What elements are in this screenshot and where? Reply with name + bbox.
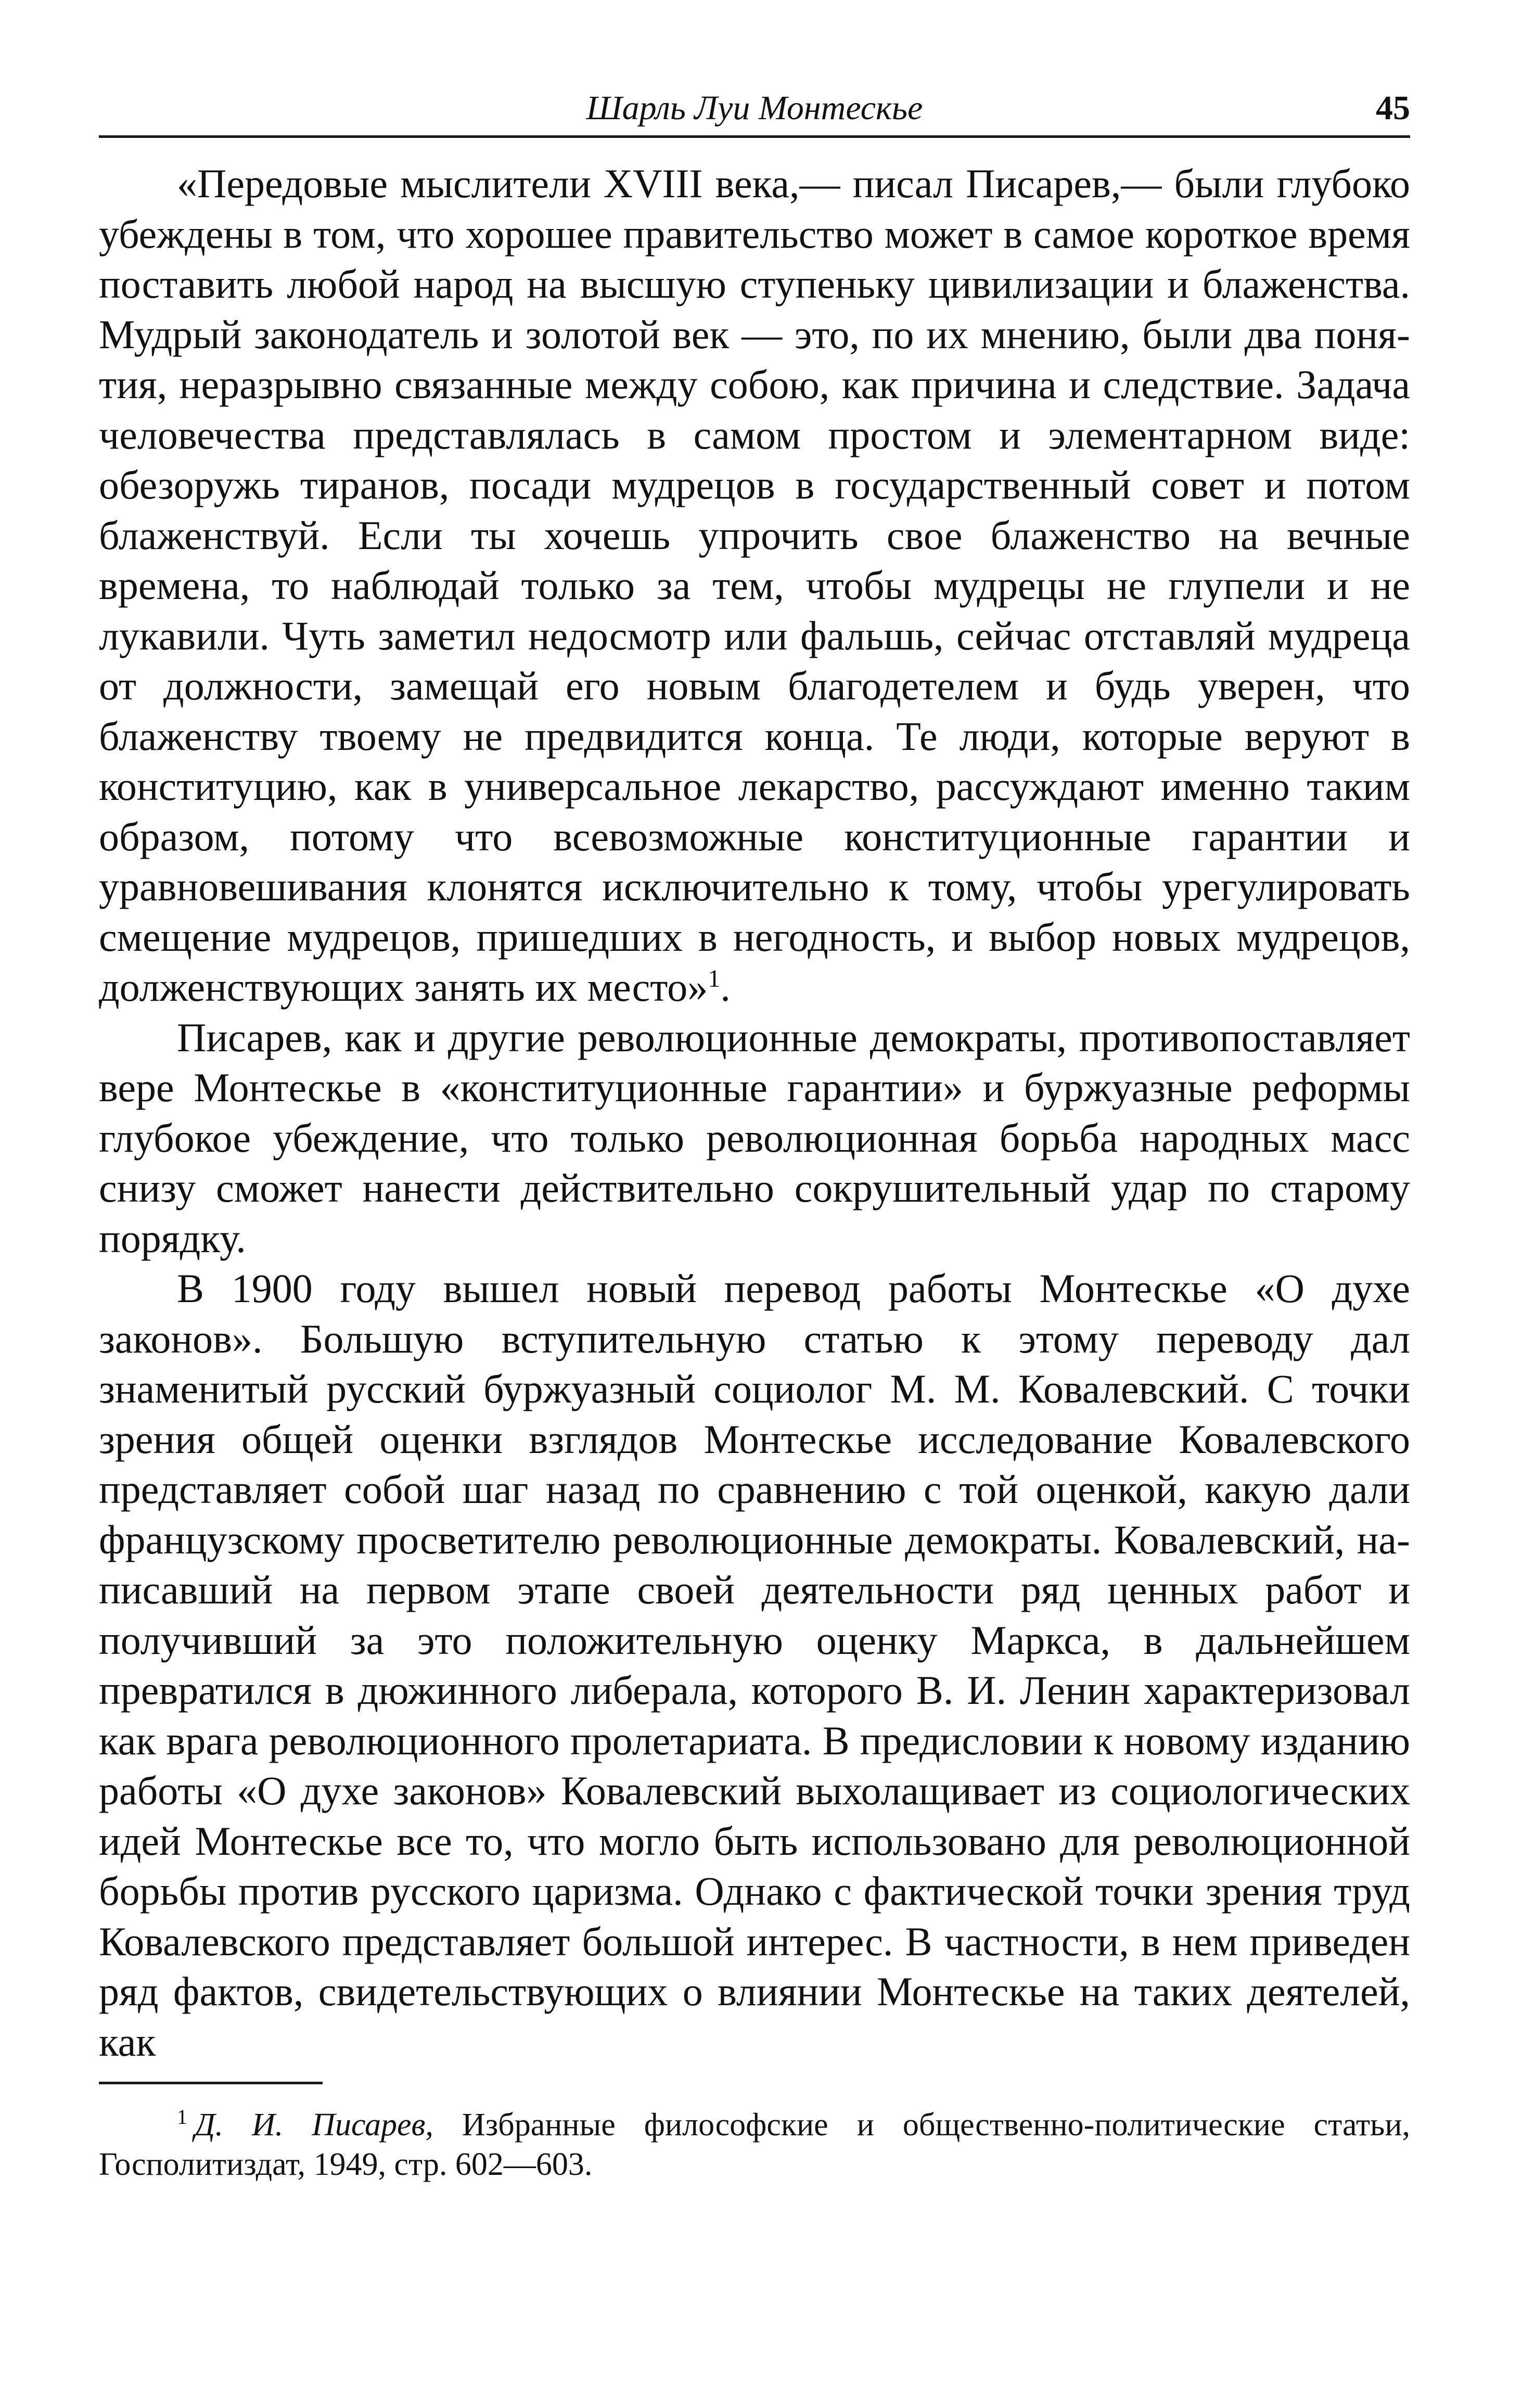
book-page: [99, 78, 1410, 2184]
main-text: [99, 159, 1410, 2067]
footnote-reference: 1: [708, 965, 721, 992]
running-title: Шарль Луи Монтескье: [586, 89, 923, 127]
footnote-text: Избранные философские и общественно-политические статьи, Госполитиздат, 1949, стр. 602—603.: [99, 2107, 1410, 2182]
running-head: [99, 78, 1410, 138]
page-number: 45: [1376, 89, 1410, 127]
footnote-divider: [99, 2082, 323, 2084]
paragraph-pisarev-quote: [99, 159, 1410, 1013]
footnote-marker: 1: [177, 2105, 187, 2129]
paragraph-kovalevsky: В 1900 году вышел новый перевод работы Монтескье «О духе законов». Большую вступительную статью к этому переводу дал знаменитый русский буржуазный социолог М. М. Ковалевский. С точки зрения общей оценки взглядов Монтескье исследование Ковалевского представляет собой шаг назад по сравнению с той оценкой, какую дали французскому просветителю революционные демократы. Ковалевский, написавший на первом этапе своей деятельности ряд ценных работ и получивший за это положительную оценку Маркса, в дальнейшем превратился в дюжинного либерала, которого В. И. Ленин характеризовал как врага революционного пролетариата. В предисловии к новому изданию работы «О духе законов» Ковалевский выхолащивает из социологических идей Монтескье все то, что могло быть использовано для революционной борьбы против русского царизма. Однако с фактической точки зрения труд Ковалевского представляет большой интерес. В частности, в нем приведен ряд фактов, свидетельствующих о влиянии Монтескье на таких деятелей, как: [99, 1266, 1410, 2065]
paragraph-text: «Передовые мыслители XVIII века,— писал Писарев,— были глубоко убеждены в том, что хорошее правительство может в самое короткое время поставить любой народ на высшую ступеньку цивилизации и блаженства. Мудрый законодатель и золотой век — это, по их мнению, были два понятия, неразрывно связанные между собою, как причина и следствие. Задача человечества представлялась в самом простом и элементарном виде: обезоружь тиранов, посади мудрецов в государственный совет и потом блаженствуй. Если ты хочешь упрочить свое блаженство на вечные времена, то наблюдай только за тем, чтобы мудрецы не глупели и не лукавили. Чуть заметил недосмотр или фальшь, сейчас отставляй мудреца от должности, замещай его новым благодетелем и будь уверен, что блаженству твоему не предвидится конца. Те люди, которые веруют в конституцию, как в универсальное лекарство, рассуждают именно таким образом, потому что всевозможные конституционные гарантии и уравновешивания клонятся исключительно к тому, чтобы урегулировать смещение мудрецов, пришедших в негодность, и выбор новых мудрецов, долженствующих занять их место»: [99, 161, 1410, 1010]
footnote-author: Д. И. Писарев,: [195, 2107, 433, 2143]
paragraph-tail: .: [720, 964, 731, 1010]
paragraph-pisarev-comment: Писарев, как и другие революционные демократы, противопоставляет вере Монтескье в «конституционные гарантии» и буржуазные реформы глубокое убеждение, что только революционная борьба народных масс снизу сможет нанести действительно сокрушительный удар по старому порядку.: [99, 1014, 1410, 1261]
footnote: [99, 2105, 1410, 2184]
